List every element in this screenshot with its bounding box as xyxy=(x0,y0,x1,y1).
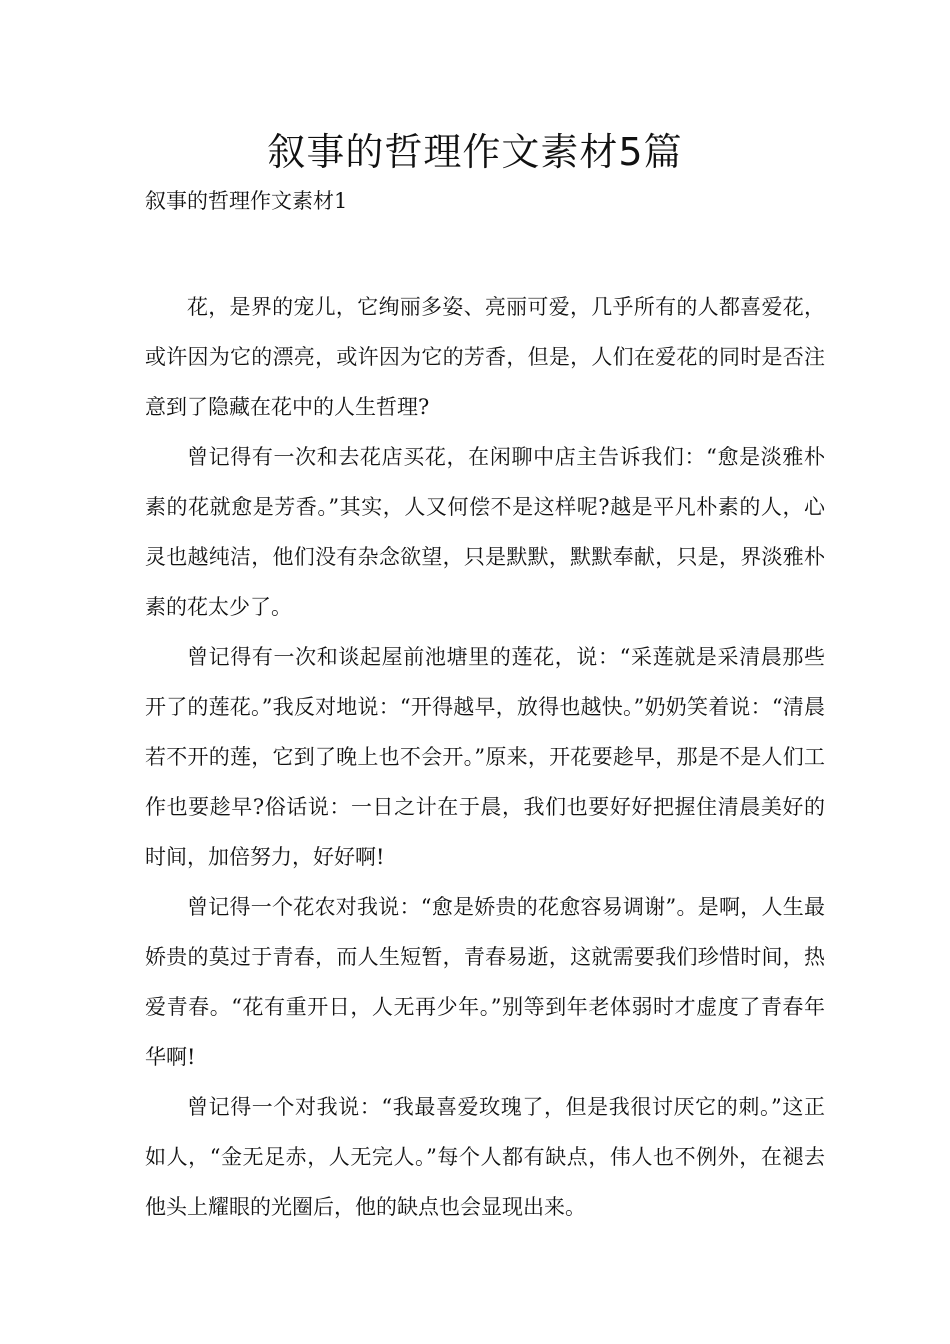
section-subtitle: 叙事的哲理作文素材1 xyxy=(145,189,348,213)
document-title: 叙事的哲理作文素材5篇 xyxy=(267,130,683,174)
paragraph: 曾记得有一次和谈起屋前池塘里的莲花，说：“采莲就是采清晨那些开了的莲花。”我反对地说：“开得越早，放得也越快。”奶奶笑着说：“清晨若不开的莲，它到了晚上也不会开。”原来，开花要趁早，那是不是人们工作也要趁早?俗话说：一日之计在于晨，我们也要好好把握住清晨美好的时间，加倍努力，好好啊! xyxy=(145,645,825,869)
body-text xyxy=(145,282,825,1232)
paragraph: 曾记得有一次和去花店买花，在闲聊中店主告诉我们：“愈是淡雅朴素的花就愈是芳香。”其实，人又何偿不是这样呢?越是平凡朴素的人，心灵也越纯洁，他们没有杂念欲望，只是默默，默默奉献，只是，界淡雅朴素的花太少了。 xyxy=(145,445,825,619)
paragraph: 曾记得一个花农对我说：“愈是娇贵的花愈容易调谢”。是啊，人生最娇贵的莫过于青春，而人生短暂，青春易逝，这就需要我们珍惜时间，热爱青春。“花有重开日，人无再少年。”别等到年老体弱时才虚度了青春年华啊! xyxy=(145,895,825,1069)
paragraph: 曾记得一个对我说：“我最喜爱玫瑰了，但是我很讨厌它的刺。”这正如人，“金无足赤，人无完人。”每个人都有缺点，伟人也不例外，在褪去他头上耀眼的光圈后，他的缺点也会显现出来。 xyxy=(145,1095,825,1219)
paragraph: 花，是界的宠儿，它绚丽多姿、亮丽可爱，几乎所有的人都喜爱花，或许因为它的漂亮，或许因为它的芳香，但是，人们在爱花的同时是否注意到了隐藏在花中的人生哲理? xyxy=(145,295,825,419)
